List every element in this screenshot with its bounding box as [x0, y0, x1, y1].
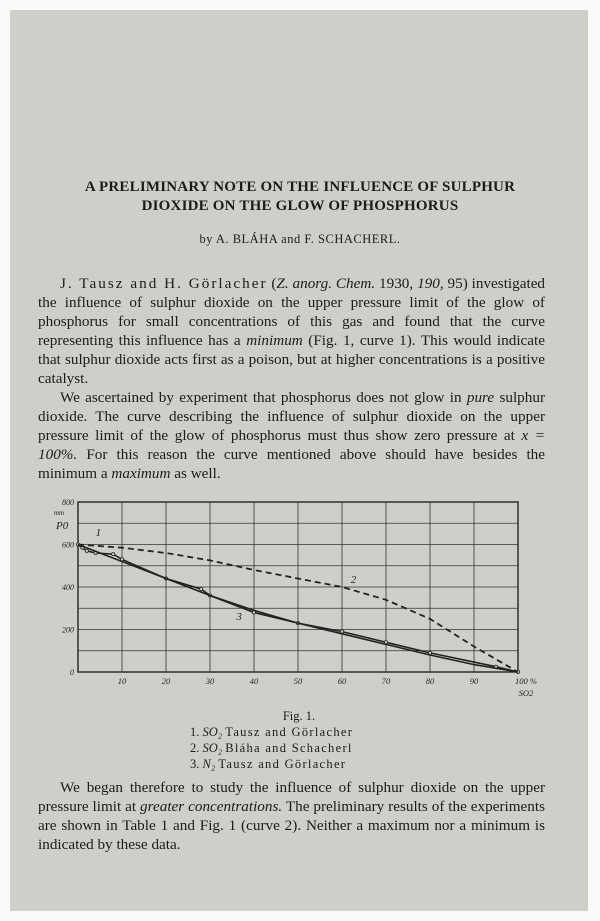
author-line: by A. BLÁHA and F. SCHACHERL. — [199, 232, 401, 246]
y-axis-label: P0 — [56, 520, 69, 532]
emphasis-maximum: maximum — [111, 465, 171, 482]
title-line-2: DIOXIDE ON THE GLOW OF PHOSPHORUS — [141, 198, 459, 214]
y-axis-unit: mm — [54, 509, 65, 517]
x-tick-label: 80 — [425, 676, 435, 686]
x-tick-label: 10 — [117, 676, 127, 686]
x-tick-label: 30 — [205, 676, 215, 686]
x-tick-label: 90 — [469, 676, 479, 686]
y-tick-label: 800 — [62, 498, 74, 507]
y-tick-label: 0 — [70, 668, 74, 677]
legend-item-3: 3. N₂ Tausz and Görlacher — [190, 757, 347, 771]
x-tick-label: 70 — [381, 676, 391, 686]
curve-label: 3 — [236, 610, 242, 623]
figure-1-chart — [38, 494, 553, 706]
paragraph-2: We ascertained by experiment that phosphorus does not glow in pure sulphur dioxide. The curve describing the influence of sulphur dioxide on the upper pressure limit of the glow of phosphorus must thus show zero pressure at x = 100%. For this reason the curve mentioned above should have besides the minimum a maximum as well. — [38, 389, 546, 482]
journal-name: Z. anorg. Chem. — [276, 275, 376, 292]
y-tick-label: 200 — [62, 625, 74, 635]
x-tick-label: 60 — [337, 676, 347, 686]
journal-volume: 190, — [417, 275, 444, 292]
y-tick-label: 600 — [62, 540, 74, 550]
data-point — [200, 588, 203, 591]
data-point — [112, 552, 115, 555]
paper-title — [30, 178, 570, 216]
paragraph-1: J. Tausz and H. Görlacher (Z. anorg. Chem. 1930, 190, 95) investigated the influence of sulphur dioxide on the upper pressure limit of the glow of phosphorus for small concentrations of this gas and found that the curve representing this influence has a minimum (Fig. 1, curve 1). This would indicate that sulphur dioxide acts first as a poison, but at higher concentrations is a positive catalyst. — [38, 275, 546, 387]
x-tick-label: 20 — [161, 676, 171, 686]
x-axis-unit: SO2 — [518, 688, 534, 698]
legend-item-1: 1. SO₂ Tausz and Görlacher — [190, 725, 354, 739]
cited-authors: J. Tausz and H. Görlacher — [60, 275, 268, 292]
title-line-1: A PRELIMINARY NOTE ON THE INFLUENCE OF SULPHUR — [84, 179, 516, 195]
emphasis-minimum: minimum — [246, 332, 303, 349]
x-tick-label: 50 — [293, 676, 303, 686]
x-tick-label: 100 % — [515, 676, 537, 686]
paragraph-3: We began therefore to study the influence of sulphur dioxide on the upper pressure limit at greater concentrations. The preliminary results of the experiments are shown in Table 1 and Fig. 1 (curve 2). Neither a maximum nor a minimum is indicated by these data. — [38, 779, 546, 853]
body-text-bottom — [38, 778, 545, 854]
emphasis-pure: pure — [466, 389, 495, 406]
x-tick-label: 40 — [249, 676, 259, 686]
paper-page — [10, 10, 588, 911]
y-tick-label: 400 — [62, 583, 74, 592]
figure-caption: Fig. 1. — [282, 709, 316, 723]
data-point — [85, 549, 88, 552]
body-text-top — [38, 274, 545, 483]
curve-label: 1 — [95, 527, 102, 539]
legend-item-2: 2. SO₂ Bláha and Schacherl — [190, 741, 353, 755]
equation: x = 100%. — [38, 427, 546, 463]
curve-label: 2 — [350, 573, 357, 586]
emphasis-greater: greater concentrations. — [140, 798, 283, 815]
